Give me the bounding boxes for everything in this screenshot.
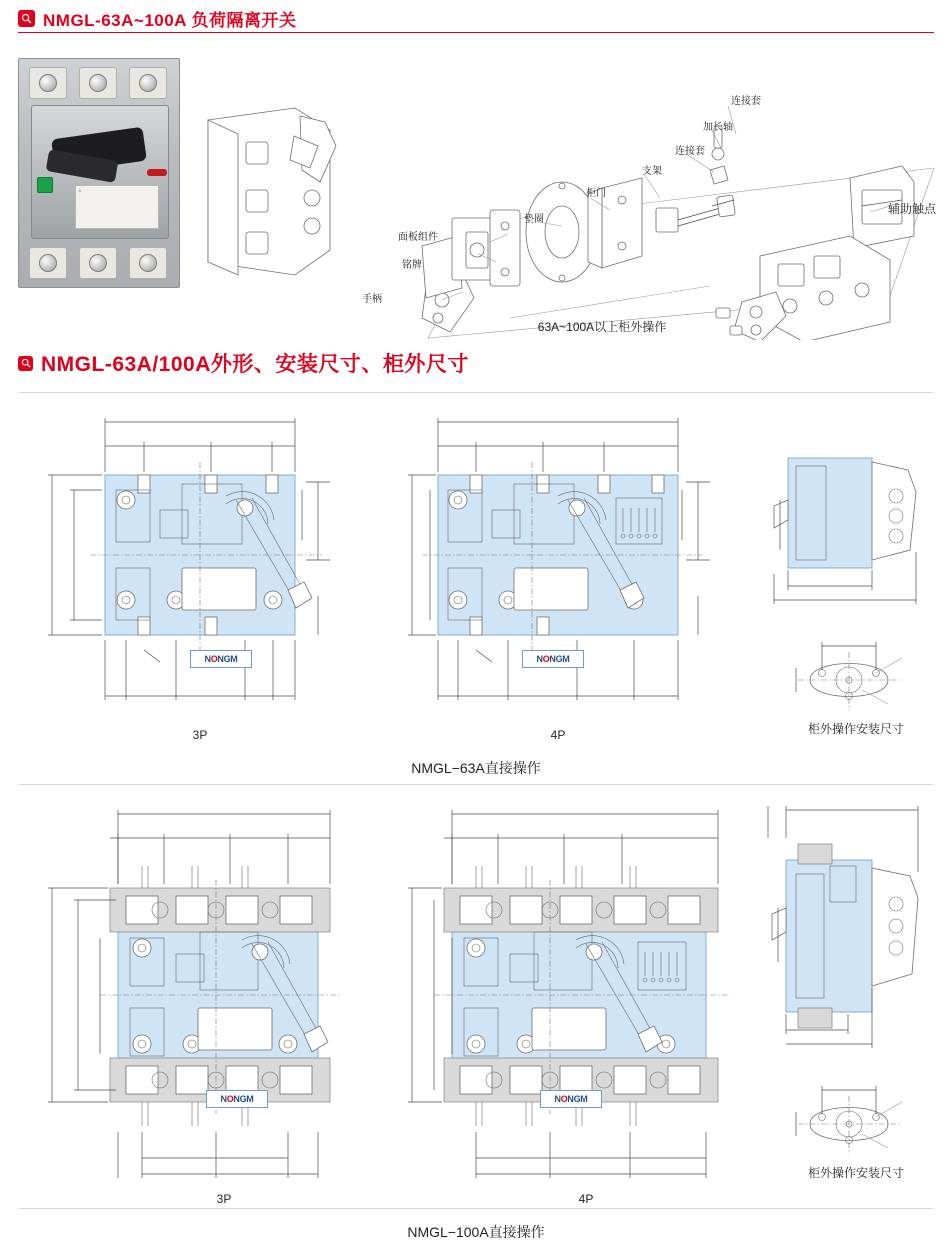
logo-n: N	[536, 654, 543, 664]
label-cabinet-mount: 柜外操作安装尺寸	[807, 1166, 905, 1180]
logo-ngm: NGM	[567, 1094, 588, 1104]
header-rule	[18, 32, 934, 33]
section-title-1: NMGL-63A~100A 负荷隔离开关	[43, 11, 297, 30]
caption-100a: NMGL−100A直接操作	[407, 1224, 545, 1240]
label-3p: 3P	[216, 1192, 232, 1206]
label-4p: 4P	[550, 728, 566, 742]
brand-logo	[522, 650, 584, 668]
callout-mianbanzujian: 面板组件	[398, 232, 438, 243]
callout-zhijia: 支架	[642, 166, 662, 177]
section-header-2	[18, 348, 469, 378]
logo-ngm: NGM	[217, 654, 238, 664]
brand-logo	[190, 650, 252, 668]
drawing-63a-side	[758, 400, 938, 620]
product-photo: ⚠	[18, 58, 180, 288]
drawing-100a-4p	[390, 792, 740, 1206]
drawing-100a-mount	[770, 1068, 940, 1188]
callout-guimen: 柜门	[586, 188, 606, 199]
divider-top	[18, 392, 934, 393]
logo-n: N	[204, 654, 211, 664]
drawing-100a-3p	[30, 792, 370, 1206]
logo-o: O	[226, 1094, 234, 1104]
logo-o: O	[560, 1094, 568, 1104]
search-icon	[18, 356, 33, 371]
callout-dianquan: 垫圈	[524, 214, 544, 225]
section-header-1	[18, 6, 297, 31]
logo-ngm: NGM	[233, 1094, 254, 1104]
callout-note: 63A~100A以上柜外操作	[537, 320, 667, 334]
label-4p: 4P	[578, 1192, 594, 1206]
logo-o: O	[210, 654, 218, 664]
callout-lianjietao-top: 连接套	[731, 96, 761, 107]
logo-o: O	[542, 654, 550, 664]
divider-mid	[18, 784, 934, 785]
label-cabinet-mount: 柜外操作安装尺寸	[807, 722, 905, 736]
divider-bottom	[18, 1208, 934, 1209]
callout-mingpai: 铭牌	[402, 260, 422, 271]
drawing-100a-side	[752, 792, 942, 1062]
search-icon	[18, 10, 35, 27]
callout-fuzhuchudian: 辅助触点	[888, 202, 937, 216]
callout-shoubing: 手柄	[362, 294, 382, 305]
logo-n: N	[554, 1094, 561, 1104]
logo-ngm: NGM	[549, 654, 570, 664]
drawing-63a-3p	[30, 400, 360, 750]
label-3p: 3P	[192, 728, 208, 742]
exploded-assembly-diagram	[190, 50, 937, 340]
callout-jiachangzhou: 加长轴	[703, 122, 733, 133]
drawing-63a-4p	[390, 400, 730, 750]
logo-n: N	[220, 1094, 227, 1104]
callout-lianjietao: 连接套	[675, 146, 705, 157]
caption-63a: NMGL−63A直接操作	[411, 760, 541, 776]
drawing-63a-mount	[770, 624, 940, 744]
section-title-2: NMGL-63A/100A外形、安装尺寸、柜外尺寸	[41, 353, 469, 376]
brand-logo	[206, 1090, 268, 1108]
brand-logo	[540, 1090, 602, 1108]
